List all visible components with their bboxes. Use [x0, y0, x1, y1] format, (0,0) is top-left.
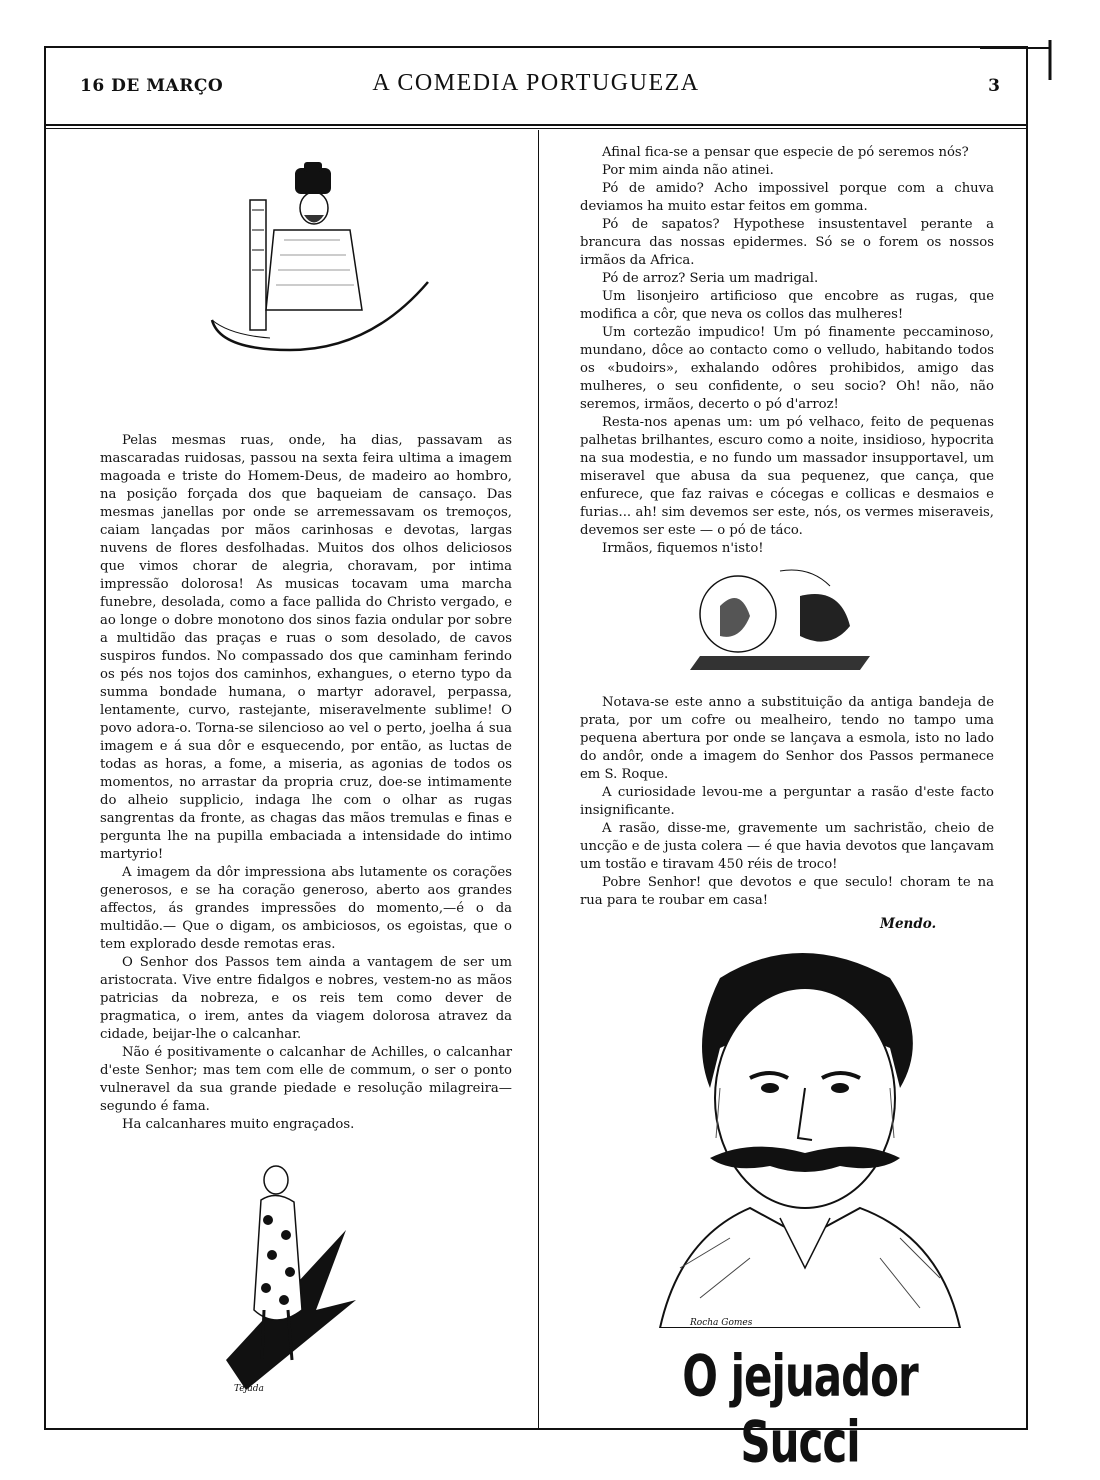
column-divider	[538, 130, 539, 1428]
right-column-article-top	[580, 144, 994, 558]
paragraph: Ha calcanhares muito engraçados.	[122, 1117, 355, 1132]
left-column-article	[100, 432, 512, 1134]
clown-illustration	[206, 1160, 366, 1390]
header-rule-thin	[44, 128, 1028, 129]
paragraph: Notava-se este anno a substituição da antiga bandeja de prata, por um cofre ou mealheiro, tendo no tampo uma pequena abertura por onde se lançava a esmola, isto no lado do andôr, onde a imagem do Senhor dos Passos permanece em S. Roque.	[580, 695, 994, 782]
clown-illustration-signature: Tejada	[234, 1384, 264, 1394]
header-rule	[44, 124, 1028, 126]
seated-cleric-illustration	[200, 160, 440, 380]
paragraph: Pó de amido? Acho impossivel porque com a chuva deviamos ha muito estar feitos em gomma.	[580, 181, 994, 214]
paragraph: Pelas mesmas ruas, onde, ha dias, passavam as mascaradas ruidosas, passou na sexta feira ultima a imagem magoada e triste do Homem-Deus, de madeiro ao hombro, na posição forçada dos que baqueiam de cansaço. Das mesmas janellas por onde se arremessavam os tremoços, caiam lançadas por mãos carinhosas e devotas, largas nuvens de flores desfolhadas. Muitos dos olhos deliciosos que vimos chorar de alegria, choravam, por intima impressão dolorosa! As musicas tocavam uma marcha funebre, desolada, como a face pallida do Christo vergado, e ao longe o dobre monotono dos sinos fazia ondular por sobre a multidão das praças e ruas o som desolado, de cavos suspiros fundos. No compassado dos que caminham ferindo os pés nos tojos dos caminhos, exhangues, o eterno typo da summa bondade humana, o martyr adoravel, perpassa, lentamente, curvo, rastejante, miseravelmente sublime! O povo adora-o. Torna-se silencioso ao vel o perto, joelha á sua imagem e á sua dôr e esquecendo, por então, as luctas de todas as horas, a fome, a miseria, as agonias de todos os momentos, no arrastar da propria cruz, doe-se intimamente do alheio supplicio, indaga lhe com o olhar as rugas sangrentas da fronte, as chagas das mãos tremulas e finas e pergunta lhe na pupilla embaciada a intensidade do intimo martyrio!	[100, 433, 512, 862]
paragraph: A rasão, disse-me, gravemente um sachristão, cheio de uncção e de justa colera — é que havia devotos que lançavam um tostão e tiravam 450 réis de troco!	[580, 821, 994, 872]
paragraph: A imagem da dôr impressiona abs lutamente os corações generosos, e se ha coração generoso, aberto aos grandes affectos, ás grandes impressões do momento,—é o da multidão.— Que o digam, os ambiciosos, os egoistas, que o tem explorado desde remotas eras.	[100, 865, 512, 952]
paragraph: Afinal fica-se a pensar que especie de pó seremos nós?	[602, 145, 969, 160]
paragraph: O Senhor dos Passos tem ainda a vantagem de ser um aristocrata. Vive entre fidalgos e nobres, vestem-no as mãos patricias da nobreza, e os reis tem como dever de pragmatica, o irem, antes da viagem dolorosa atravez da cidade, beijar-lhe o calcanhar.	[100, 955, 512, 1042]
paragraph: Por mim ainda não atinei.	[602, 163, 774, 178]
issue-date: 16 DE MARÇO	[80, 76, 224, 96]
paragraph: Pó de sapatos? Hypothese insustentavel perante a brancura das nossas epidermes. Só se o forem os nossos irmãos da Africa.	[580, 217, 994, 268]
page-header	[46, 66, 1026, 106]
vignette-illustration	[680, 566, 880, 680]
portrait-signature: Rocha Gomes	[690, 1318, 753, 1328]
paragraph: Não é positivamente o calcanhar de Achilles, o calcanhar d'este Senhor; mas tem com elle de commum, o ser o ponto vulneravel da sua grande piedade e resolução milagreira— segundo é fama.	[100, 1045, 512, 1114]
right-column-article-bottom	[580, 694, 994, 910]
portrait-illustration	[600, 938, 996, 1328]
paragraph: A curiosidade levou-me a perguntar a rasão d'este facto insignificante.	[580, 785, 994, 818]
page-number: 3	[988, 76, 1000, 96]
paragraph: Pobre Senhor! que devotos e que seculo! choram te na rua para te roubar em casa!	[580, 875, 994, 908]
paragraph: Um lisonjeiro artificioso que encobre as rugas, que modifica a côr, que neva os collos das mulheres!	[580, 289, 994, 322]
paragraph: Irmãos, fiquemos n'isto!	[602, 541, 764, 556]
portrait-caption: O jejuador Succi	[682, 1342, 918, 1476]
paragraph: Resta-nos apenas um: um pó velhaco, feito de pequenas palhetas brilhantes, escuro como a noite, insidioso, hypocrita na sua modestia, e no fundo um massador insupportavel, um miseravel que abusa da sua pequenez, que cança, que enfurece, que faz raivas e cócegas e collicas e desmaios e furias... ah! sim devemos ser este, nós, os vermes miseraveis, devemos ser este — o pó de táco.	[580, 415, 994, 538]
author-signature: Mendo.	[880, 916, 937, 932]
paragraph: Pó de arroz? Seria um madrigal.	[602, 271, 819, 286]
paragraph: Um cortezão impudico! Um pó finamente peccaminoso, mundano, dôce ao contacto como o velludo, habitando todos os «budoirs», exhalando odôres prohibidos, amigo das mulheres, o seu confidente, o seu socio? Oh! não, não seremos, irmãos, decerto o pó d'arroz!	[580, 325, 994, 412]
publication-title: A COMEDIA PORTUGUEZA	[372, 70, 700, 96]
